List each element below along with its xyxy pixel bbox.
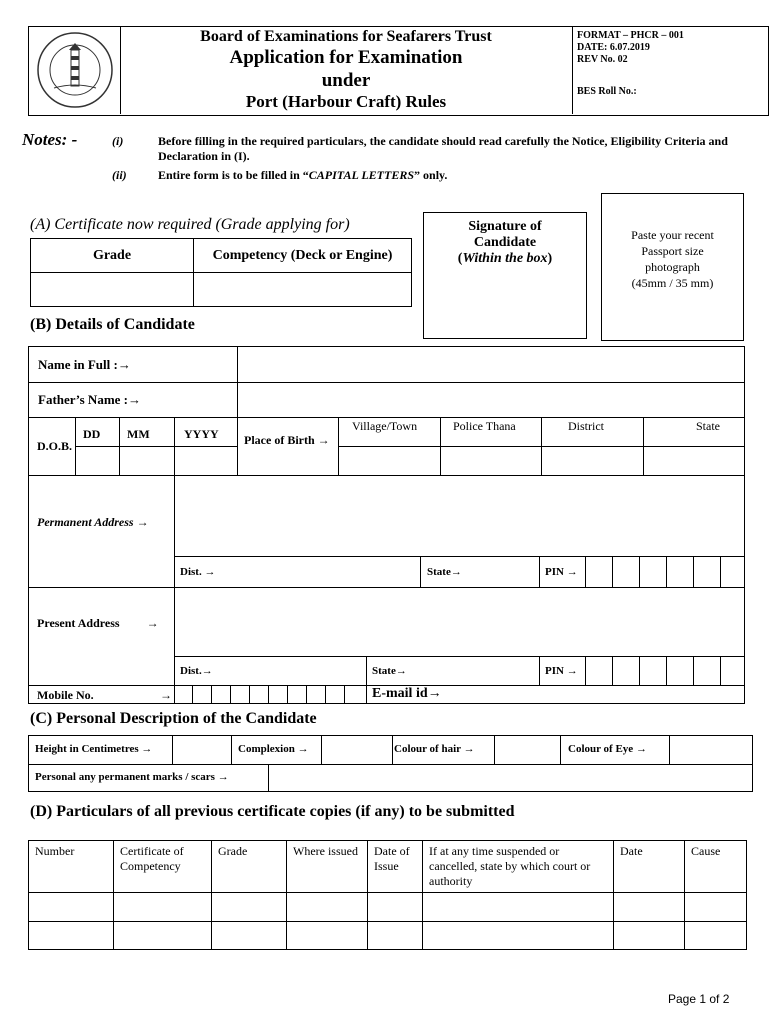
grade-input[interactable] — [31, 273, 194, 307]
col-line — [612, 556, 613, 587]
header-divider-right — [572, 26, 573, 114]
table-cell[interactable] — [29, 922, 114, 950]
col-suspended: If at any time suspended or cancelled, state by which court or authority — [423, 841, 614, 893]
table-cell[interactable] — [114, 922, 212, 950]
section-d-title: (D) Particulars of all previous certificate copies (if any) to be submitted — [30, 803, 515, 820]
place-of-birth-label: Place of Birth → — [244, 433, 330, 447]
title-line1: Application for Examination — [229, 47, 463, 68]
permanent-address-input[interactable] — [175, 476, 744, 556]
col-line — [539, 556, 540, 587]
present-address-input[interactable] — [175, 588, 744, 656]
bes-roll-no: BES Roll No.: — [577, 86, 637, 97]
table-cell[interactable] — [614, 893, 685, 922]
section-a-title: (A) Certificate now required (Grade applying for) — [30, 216, 350, 233]
perm-pin-label: PIN → — [545, 566, 578, 578]
dd-label: DD — [83, 427, 101, 441]
table-cell[interactable] — [423, 922, 614, 950]
table-cell[interactable] — [685, 893, 747, 922]
table-cell[interactable] — [287, 922, 368, 950]
photo-line4: (45mm / 35 mm) — [631, 276, 714, 290]
state-label: State — [696, 419, 720, 433]
grade-header: Grade — [31, 239, 194, 273]
signature-line2: Candidate — [473, 235, 537, 250]
col-line — [720, 656, 721, 685]
col-line — [720, 556, 721, 587]
col-line — [666, 656, 667, 685]
perm-dist-line — [174, 556, 745, 557]
table-cell[interactable] — [423, 893, 614, 922]
name-label: Name in Full :→ — [38, 357, 131, 372]
table-cell[interactable] — [212, 893, 287, 922]
table-cell[interactable] — [368, 922, 423, 950]
perm-dist-label: Dist. → — [180, 566, 216, 578]
format-date: DATE: 6.07.2019 — [577, 42, 650, 53]
col-line — [612, 656, 613, 685]
section-c-title: (C) Personal Description of the Candidate — [30, 710, 317, 727]
col-line — [560, 735, 561, 764]
police-input[interactable] — [441, 447, 541, 475]
col-line — [420, 556, 421, 587]
present-address-label: Present Address → — [37, 616, 159, 630]
table-row — [29, 893, 747, 922]
table-cell[interactable] — [114, 893, 212, 922]
bes-logo — [34, 30, 116, 110]
col-grade: Grade — [212, 841, 287, 893]
col-line — [539, 656, 540, 685]
table-cell[interactable] — [685, 922, 747, 950]
section-d-table — [28, 840, 747, 950]
district-input[interactable] — [542, 447, 643, 475]
yyyy-label: YYYY — [184, 427, 219, 441]
signature-line3: (Within the box) — [457, 251, 553, 266]
father-label: Father’s Name :→ — [38, 392, 141, 407]
father-input[interactable] — [238, 383, 744, 417]
col-line — [639, 556, 640, 587]
org-name: Board of Examinations for Seafarers Trust — [200, 28, 492, 45]
mobile-arrow: → — [160, 688, 172, 702]
eye-label: Colour of Eye → — [568, 743, 647, 755]
col-date-issue: Date of Issue — [368, 841, 423, 893]
col-line — [585, 656, 586, 685]
pres-pin-label: PIN → — [545, 665, 578, 677]
section-b-title: (B) Details of Candidate — [30, 316, 195, 333]
district-label: District — [568, 419, 604, 433]
competency-input[interactable] — [194, 273, 412, 307]
yyyy-input[interactable] — [175, 447, 237, 475]
permanent-address-label: Permanent Address → — [37, 515, 149, 529]
note-1-num: (i) — [112, 134, 124, 148]
col-line — [366, 656, 367, 685]
table-cell[interactable] — [212, 922, 287, 950]
email-label: E-mail id→ — [372, 686, 442, 701]
title-line2: under — [321, 70, 371, 91]
photo-box[interactable] — [601, 193, 744, 341]
note-2-num: (ii) — [112, 168, 127, 182]
dd-input[interactable] — [76, 447, 119, 475]
notes-label: Notes: - — [22, 130, 78, 149]
dob-label: D.O.B. — [37, 439, 73, 453]
table-cell[interactable] — [614, 922, 685, 950]
col-line — [237, 417, 238, 475]
pres-dist-line — [174, 656, 745, 657]
mobile-input[interactable] — [175, 686, 365, 704]
mobile-label: Mobile No. — [37, 688, 94, 702]
col-line — [585, 556, 586, 587]
format-code: FORMAT – PHCR – 001 — [577, 30, 684, 41]
height-label: Height in Centimetres → — [35, 743, 153, 755]
note-1-text: Before filling in the required particulars, the candidate should read carefully the Notice, Eligibility Criteria and Declaration in (I). — [158, 134, 728, 163]
col-number: Number — [29, 841, 114, 893]
height-input[interactable] — [173, 736, 231, 764]
table-cell[interactable] — [29, 893, 114, 922]
complexion-label: Complexion → — [238, 743, 309, 755]
mm-label: MM — [127, 427, 150, 441]
photo-line1: Paste your recent — [631, 228, 714, 242]
competency-header: Competency (Deck or Engine) — [194, 239, 412, 273]
page-number: Page 1 of 2 — [668, 992, 730, 1006]
rev-no: REV No. 02 — [577, 54, 628, 65]
col-date: Date — [614, 841, 685, 893]
hair-input[interactable] — [495, 736, 560, 764]
village-input[interactable] — [339, 447, 440, 475]
photo-line2: Passport size — [641, 244, 704, 258]
col-line — [666, 556, 667, 587]
email-input[interactable] — [460, 686, 744, 704]
note-2-text: Entire form is to be filled in “CAPITAL LETTERS” only. — [158, 168, 448, 182]
col-line — [231, 735, 232, 764]
signature-box[interactable] — [423, 212, 587, 339]
table-cell[interactable] — [287, 893, 368, 922]
mm-input[interactable] — [120, 447, 174, 475]
col-cause: Cause — [685, 841, 747, 893]
col-line — [693, 556, 694, 587]
row-line — [28, 417, 745, 418]
section-a-table — [30, 238, 412, 307]
perm-state-label: State→ — [427, 566, 462, 578]
pres-state-label: State→ — [372, 665, 407, 677]
name-input[interactable] — [238, 347, 744, 382]
village-label: Village/Town — [352, 419, 418, 433]
col-line — [693, 656, 694, 685]
col-line — [639, 656, 640, 685]
col-line — [392, 735, 393, 764]
complexion-input[interactable] — [322, 736, 392, 764]
signature-line1: Signature of — [468, 219, 542, 234]
table-row — [29, 922, 747, 950]
col-certificate: Certificate of Competency — [114, 841, 212, 893]
hair-label: Colour of hair → — [394, 743, 475, 755]
state-input[interactable] — [644, 447, 744, 475]
table-cell[interactable] — [368, 893, 423, 922]
marks-input[interactable] — [269, 765, 752, 792]
eye-input[interactable] — [670, 736, 752, 764]
col-line — [366, 685, 367, 704]
pres-dist-label: Dist.→ — [180, 665, 213, 677]
title-line3: Port (Harbour Craft) Rules — [245, 92, 447, 111]
col-where-issued: Where issued — [287, 841, 368, 893]
police-label: Police Thana — [453, 419, 516, 433]
marks-label: Personal any permanent marks / scars → — [35, 771, 229, 783]
photo-line3: photograph — [645, 260, 700, 274]
